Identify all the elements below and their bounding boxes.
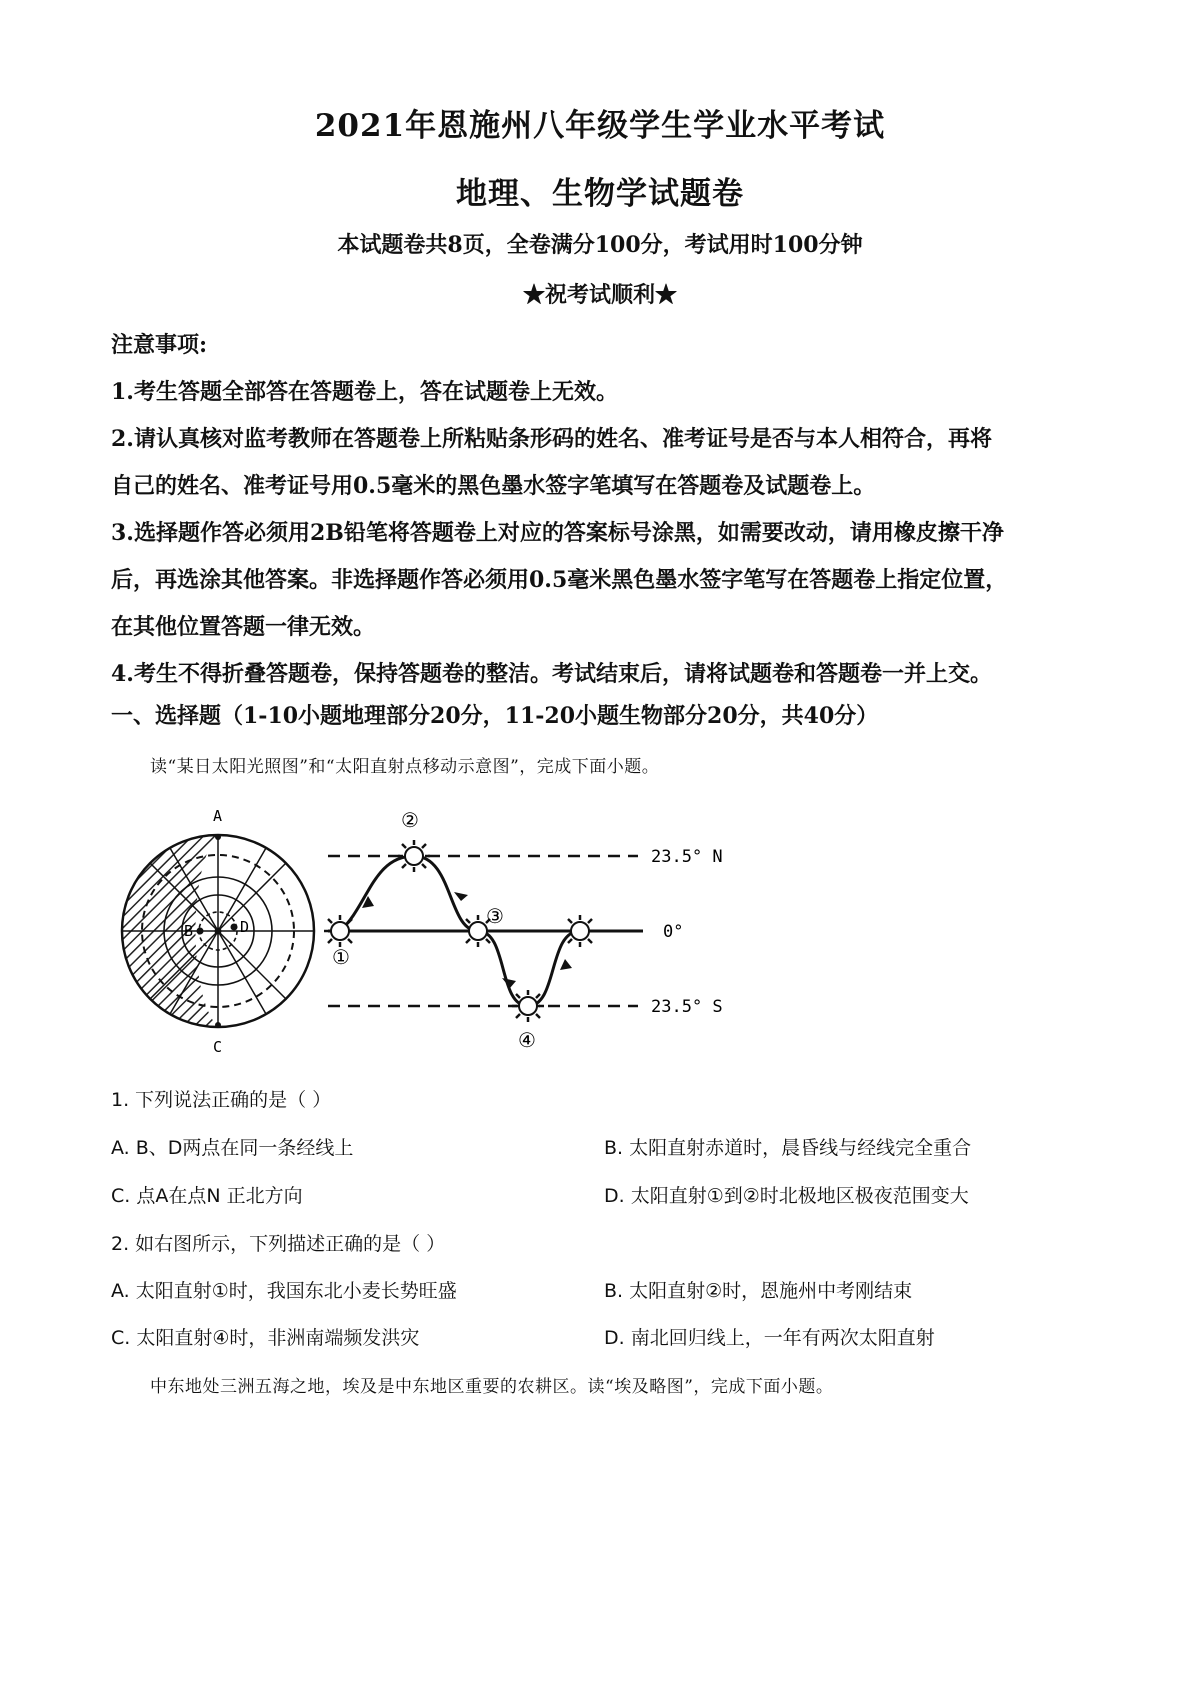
question-1-option-c: C. 点A在点N 正北方向: [111, 1185, 303, 1207]
note-line: 在其他位置答题一律无效。: [111, 614, 376, 640]
label-a: A: [213, 807, 223, 825]
note-line: 自己的姓名、准考证号用0.5毫米的黑色墨水签字笔填写在答题卷及试题卷上。: [111, 473, 876, 499]
sunlight-figure: [118, 796, 768, 1066]
note-line: 4.考生不得折叠答题卷，保持答题卷的整洁。考试结束后，请将试题卷和答题卷一并上交。: [111, 661, 992, 687]
question-1-option-b: B. 太阳直射赤道时，晨昏线与经线完全重合: [604, 1137, 972, 1159]
point-d: [231, 924, 238, 931]
label-d: D: [240, 918, 250, 936]
label-c: C: [213, 1038, 223, 1056]
marker-3: ③: [486, 904, 504, 928]
lat-label-south: 23.5° S: [651, 997, 723, 1017]
path-arrows: [362, 892, 572, 988]
pole-point: [215, 928, 222, 935]
marker-2: ②: [401, 808, 419, 832]
blessing-line: ★祝考试顺利★: [522, 282, 677, 308]
note-line: 1.考生答题全部答在答题卷上，答在试题卷上无效。: [111, 379, 618, 405]
question-1-stem: 1. 下列说法正确的是（ ）: [111, 1089, 332, 1111]
question-1-option-a: A. B、D两点在同一条经线上: [111, 1137, 354, 1159]
lat-label-equator: 0°: [663, 922, 684, 942]
note-line: 后，再选涂其他答案。非选择题作答必须用0.5毫米黑色墨水签字笔写在答题卷上指定位置，: [111, 567, 1008, 593]
question-1-option-d: D. 太阳直射①到②时北极地区极夜范围变大: [604, 1185, 969, 1207]
note-line: 2.请认真核对监考教师在答题卷上所粘贴条形码的姓名、准考证号是否与本人相符合，再将: [111, 426, 992, 452]
point-c: [215, 1022, 221, 1028]
marker-4: ④: [518, 1028, 536, 1052]
exam-title: 2021年恩施州八年级学生学业水平考试: [314, 108, 886, 144]
question-2-option-d: D. 南北回归线上，一年有两次太阳直射: [604, 1327, 935, 1349]
direct-point-diagram: [324, 808, 723, 1052]
question-2-option-a: A. 太阳直射①时，我国东北小麦长势旺盛: [111, 1280, 457, 1302]
notes-heading: 注意事项:: [111, 332, 208, 358]
question-2-option-c: C. 太阳直射④时，非洲南端频发洪灾: [111, 1327, 420, 1349]
notes-block: [111, 322, 1101, 698]
point-b: [197, 928, 204, 935]
sunlight-diagram: [122, 807, 314, 1056]
question-2-stem: 2. 如右图所示，下列描述正确的是（ ）: [111, 1233, 446, 1255]
lat-label-north: 23.5° N: [651, 847, 723, 867]
exam-subject-title: 地理、生物学试题卷: [456, 176, 744, 212]
intro-egypt: 中东地处三洲五海之地，埃及是中东地区重要的农耕区。读“埃及略图”，完成下面小题。: [150, 1377, 834, 1397]
section-title: 一、选择题（1-10小题地理部分20分，11-20小题生物部分20分，共40分）: [111, 703, 879, 729]
marker-1: ①: [332, 945, 350, 969]
question-2-option-b: B. 太阳直射②时，恩施州中考刚结束: [604, 1280, 913, 1302]
exam-info: 本试题卷共8页，全卷满分100分，考试用时100分钟: [337, 232, 863, 258]
intro-sunlight: 读“某日太阳光照图”和“太阳直射点移动示意图”，完成下面小题。: [150, 757, 660, 777]
note-line: 3.选择题作答必须用2B铅笔将答题卷上对应的答案标号涂黑，如需要改动，请用橡皮擦干净: [111, 520, 1004, 546]
point-a: [215, 834, 221, 840]
label-b: B: [184, 922, 194, 940]
